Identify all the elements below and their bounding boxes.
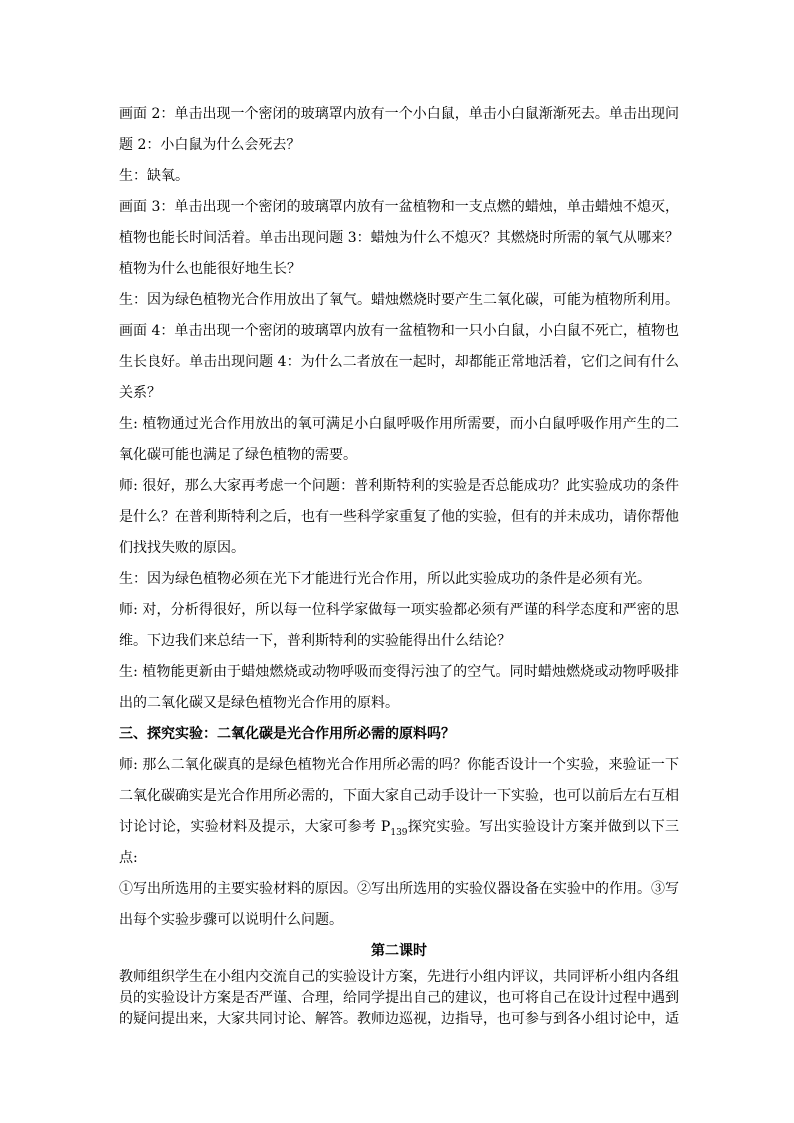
paragraph-text-part-1: 师: 那么二氧化碳真的是绿色植物光合作用所必需的吗？你能否设计一个实验，来验证一下二氧化碳确实是光合作用所必需的，下面大家自己动手设计一下实验，也可以前后左右互相讨论讨论，实验材料及提示，大家可参考 P: [119, 757, 679, 835]
paragraph-student-answer-2: 生：因为绿色植物光合作用放出了氧气。蜡烛燃烧时要产生二氧化碳，可能为植物所利用。: [119, 292, 679, 308]
paragraph-lesson-2: 教师组织学生在小组内交流自己的实验设计方案，先进行小组内评议，共同评析小组内各组员的实验设计方案是否严谨、合理，给同学提出自己的建议，也可将自己在设计过程中遇到的疑问提出来，大家共同讨论、解答。教师边巡视，边指导，也可参与到各小组讨论中，适: [119, 969, 679, 1027]
section-heading-3: 三、探究实验：二氧化碳是光合作用所必需的原料吗？: [119, 726, 455, 742]
paragraph-scene-2: 画面 2：单击出现一个密闭的玻璃罩内放有一个小白鼠，单击小白鼠渐渐死去。单击出现问题 2：小白鼠为什么会死去？: [119, 106, 679, 153]
paragraph-teacher-comment: 师: 对，分析得很好，所以每一位科学家做每一项实验都必须有严谨的科学态度和严密的思维。下边我们来总结一下，普利斯特利的实验能得出什么结论？: [119, 602, 679, 649]
paragraph-scene-3: 画面 3：单击出现一个密闭的玻璃罩内放有一盆植物和一支点燃的蜡烛，单击蜡烛不熄灭，植物也能长时间活着。单击出现问题 3：蜡烛为什么不熄灭？其燃烧时所需的氧气从哪来？植物为什么也能很好地生长？: [119, 199, 679, 277]
paragraph-teacher-question-2: [119, 750, 679, 874]
document-body: [119, 99, 679, 1030]
paragraph-requirements: ①写出所选用的主要实验材料的原因。②写出所选用的实验仪器设备在实验中的作用。③写出每个实验步骤可以说明什么问题。: [119, 881, 679, 928]
paragraph-scene-4: 画面 4：单击出现一个密闭的玻璃罩内放有一盆植物和一只小白鼠，小白鼠不死亡，植物也生长良好。单击出现问题 4：为什么二者放在一起时，却都能正常地活着，它们之间有什么关系？: [119, 323, 679, 401]
paragraph-student-answer-1: 生：缺氧。: [119, 168, 189, 184]
paragraph-text-part-2: 探究实验。写出实验设计方案并做到以下三点:: [119, 819, 679, 866]
paragraph-student-answer-3: 生: 植物通过光合作用放出的氧可满足小白鼠呼吸作用所需要，而小白鼠呼吸作用产生的二氧化碳可能也满足了绿色植物的需要。: [119, 416, 679, 463]
paragraph-student-conclusion: 生: 植物能更新由于蜡烛燃烧或动物呼吸而变得污浊了的空气。同时蜡烛燃烧或动物呼吸排出的二氧化碳又是绿色植物光合作用的原料。: [119, 664, 679, 711]
lesson-2-title: 第二课时: [371, 943, 427, 959]
page-subscript: 139: [390, 827, 408, 838]
paragraph-teacher-question-1: 师: 很好，那么大家再考虑一个问题：普利斯特利的实验是否总能成功？此实验成功的条件是什么？在普利斯特利之后，也有一些科学家重复了他的实验，但有的并未成功，请你帮他们找找失败的原因。: [119, 478, 679, 556]
paragraph-student-answer-4: 生：因为绿色植物必须在光下才能进行光合作用，所以此实验成功的条件是必须有光。: [119, 571, 651, 587]
